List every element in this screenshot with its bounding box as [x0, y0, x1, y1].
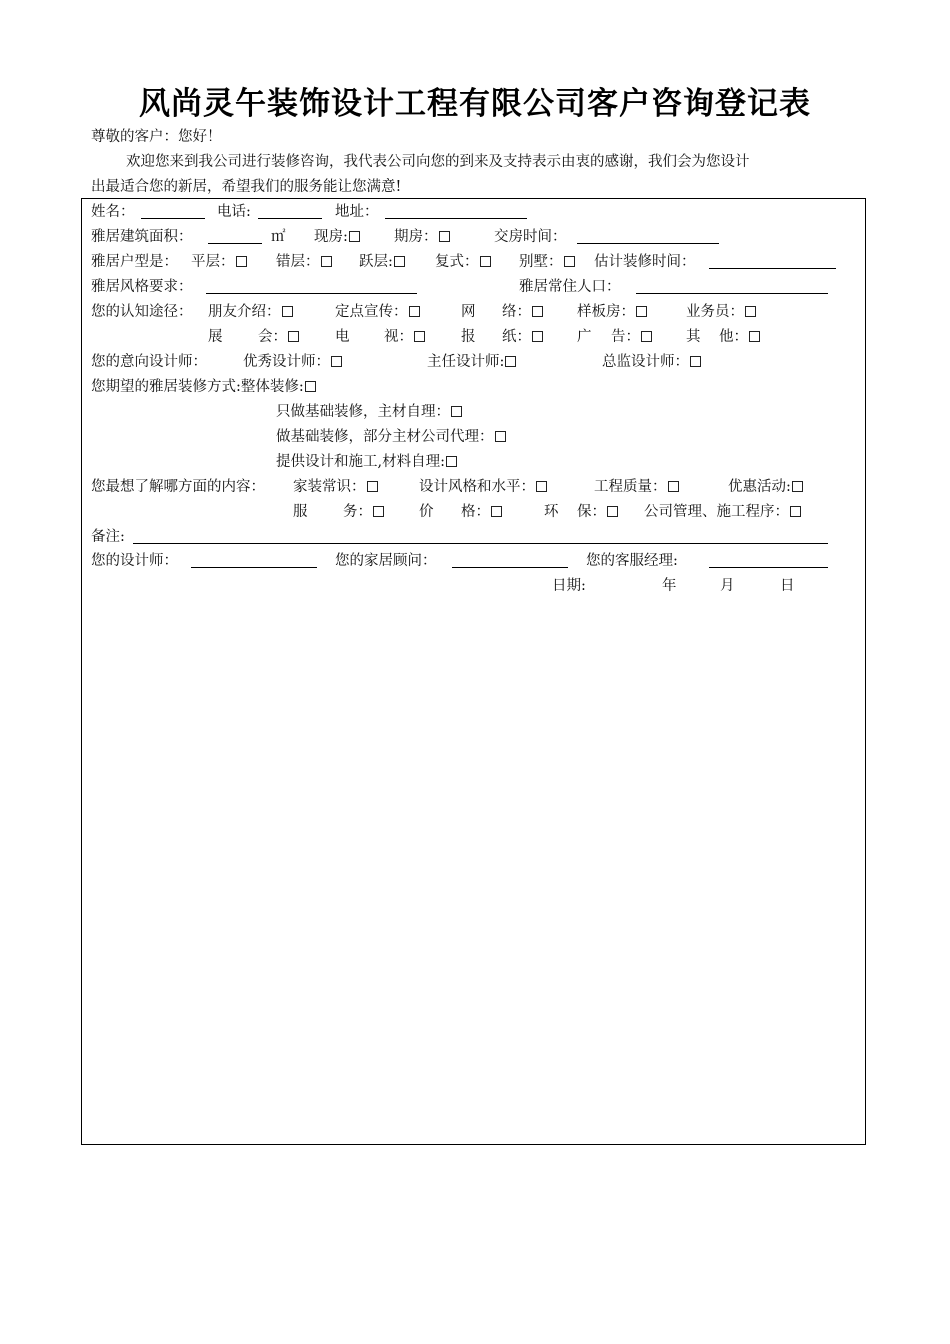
your-designer-label: 您的设计师：: [91, 553, 178, 569]
handover-label: 交房时间：: [494, 229, 567, 245]
source-tv-checkbox[interactable]: [414, 331, 425, 342]
source-paper-option[interactable]: [502, 327, 543, 347]
method-design-build-label: 提供设计和施工,材料自理:: [276, 454, 445, 470]
type-jump-option[interactable]: [359, 252, 405, 272]
renovation-time-label: 估计装修时间：: [594, 254, 696, 270]
interest-eco-option[interactable]: [577, 502, 618, 522]
method-basic-self-checkbox[interactable]: [451, 406, 462, 417]
type-label: 雅居户型是：: [91, 254, 178, 270]
interest-promo-option[interactable]: [728, 477, 803, 497]
type-duplex-checkbox[interactable]: [480, 256, 491, 267]
method-basic-partial-checkbox[interactable]: [495, 431, 506, 442]
source-paper-label: 纸：: [502, 329, 531, 345]
type-jump-checkbox[interactable]: [394, 256, 405, 267]
interest-eco-char-a: 环: [544, 504, 559, 520]
interest-mgmt-label: 公司管理、施工程序：: [644, 504, 789, 520]
handover-field[interactable]: [577, 243, 719, 244]
name-label: 姓名：: [91, 204, 135, 220]
designer-excellent-option[interactable]: [243, 352, 342, 372]
source-friend-checkbox[interactable]: [282, 306, 293, 317]
source-friend-option[interactable]: [208, 302, 293, 322]
renovation-time-field[interactable]: [709, 268, 836, 269]
style-field[interactable]: [206, 293, 417, 294]
designer-director-checkbox[interactable]: [690, 356, 701, 367]
interest-knowledge-label: 家装常识：: [293, 479, 366, 495]
future-house-checkbox[interactable]: [439, 231, 450, 242]
interest-eco-label: 保：: [577, 504, 606, 520]
source-adv-char-a: 广: [577, 329, 592, 345]
source-tv-option[interactable]: [384, 327, 425, 347]
interest-eco-checkbox[interactable]: [607, 506, 618, 517]
date-day: 日: [780, 578, 795, 594]
interest-quality-option[interactable]: [594, 477, 679, 497]
source-ad-point-label: 定点宣传：: [335, 304, 408, 320]
source-sales-option[interactable]: [686, 302, 756, 322]
interest-knowledge-option[interactable]: [293, 477, 378, 497]
future-house-option[interactable]: [394, 227, 450, 247]
source-expo-option[interactable]: [258, 327, 299, 347]
interest-quality-label: 工程质量：: [594, 479, 667, 495]
designer-chief-label: 主任设计师:: [427, 354, 505, 370]
intro-line-2: 出最适合您的新居，希望我们的服务能让您满意!: [91, 179, 402, 195]
future-house-label: 期房：: [394, 229, 438, 245]
current-house-option[interactable]: [314, 227, 360, 247]
source-model-option[interactable]: [577, 302, 647, 322]
interest-label: 您最想了解哪方面的内容：: [91, 479, 265, 495]
source-paper-char-a: 报: [461, 329, 476, 345]
designer-excellent-checkbox[interactable]: [331, 356, 342, 367]
method-full-label: 整体装修:: [240, 379, 304, 395]
home-advisor-field[interactable]: [452, 567, 568, 568]
type-flat-label: 平层：: [191, 254, 235, 270]
source-ad-point-checkbox[interactable]: [409, 306, 420, 317]
source-sales-checkbox[interactable]: [745, 306, 756, 317]
source-web-label: 络：: [502, 304, 531, 320]
interest-price-label: 格：: [461, 504, 490, 520]
interest-price-option[interactable]: [461, 502, 502, 522]
source-sales-label: 业务员：: [686, 304, 744, 320]
method-basic-partial-label: 做基础装修，部分主材公司代理：: [276, 429, 494, 445]
source-paper-checkbox[interactable]: [532, 331, 543, 342]
area-label: 雅居建筑面积：: [91, 229, 193, 245]
interest-mgmt-option[interactable]: [644, 502, 801, 522]
designer-pref-label: 您的意向设计师：: [91, 354, 207, 370]
source-ad-point-option[interactable]: [335, 302, 420, 322]
type-split-option[interactable]: [276, 252, 332, 272]
name-field[interactable]: [141, 218, 205, 219]
interest-price-char-a: 价: [419, 504, 434, 520]
interest-service-option[interactable]: [343, 502, 384, 522]
designer-director-label: 总监设计师：: [602, 354, 689, 370]
designer-chief-option[interactable]: [427, 352, 516, 372]
designer-director-option[interactable]: [602, 352, 701, 372]
source-web-char-a: 网: [461, 304, 476, 320]
source-other-option[interactable]: [719, 327, 760, 347]
interest-promo-checkbox[interactable]: [792, 481, 803, 492]
home-advisor-label: 您的家居顾问：: [335, 553, 437, 569]
source-other-char-a: 其: [686, 329, 701, 345]
notes-field[interactable]: [133, 543, 828, 544]
interest-style-option[interactable]: [419, 477, 547, 497]
interest-service-label: 务：: [343, 504, 372, 520]
source-expo-label: 会：: [258, 329, 287, 345]
method-basic-self-label: 只做基础装修，主材自理：: [276, 404, 450, 420]
method-row: [91, 377, 316, 397]
type-jump-label: 跃层:: [359, 254, 393, 270]
date-month: 月: [720, 578, 735, 594]
source-friend-label: 朋友介绍：: [208, 304, 281, 320]
source-expo-checkbox[interactable]: [288, 331, 299, 342]
date-year: 年: [662, 578, 677, 594]
type-duplex-option[interactable]: [435, 252, 491, 272]
source-tv-char-a: 电: [335, 329, 350, 345]
intro-line-1: 欢迎您来到我公司进行装修咨询，我代表公司向您的到来及支持表示由衷的感谢，我们会为您设计: [126, 154, 750, 170]
your-designer-field[interactable]: [191, 567, 317, 568]
interest-service-char-a: 服: [293, 504, 308, 520]
interest-service-checkbox[interactable]: [373, 506, 384, 517]
type-split-label: 错层：: [276, 254, 320, 270]
type-flat-option[interactable]: [191, 252, 247, 272]
type-villa-checkbox[interactable]: [564, 256, 575, 267]
notes-label: 备注:: [91, 529, 125, 545]
service-manager-field[interactable]: [709, 567, 828, 568]
area-unit: ㎡: [271, 229, 286, 245]
source-model-checkbox[interactable]: [636, 306, 647, 317]
source-expo-char-a: 展: [208, 329, 223, 345]
residents-label: 雅居常住人口：: [519, 279, 621, 295]
interest-quality-checkbox[interactable]: [668, 481, 679, 492]
interest-knowledge-checkbox[interactable]: [367, 481, 378, 492]
source-other-checkbox[interactable]: [749, 331, 760, 342]
interest-mgmt-checkbox[interactable]: [790, 506, 801, 517]
type-villa-label: 别墅：: [519, 254, 563, 270]
date-label: 日期:: [552, 578, 586, 594]
current-house-checkbox[interactable]: [349, 231, 360, 242]
interest-promo-label: 优惠活动:: [728, 479, 791, 495]
method-full-checkbox[interactable]: [305, 381, 316, 392]
type-split-checkbox[interactable]: [321, 256, 332, 267]
type-duplex-label: 复式：: [435, 254, 479, 270]
designer-excellent-label: 优秀设计师：: [243, 354, 330, 370]
service-manager-label: 您的客服经理:: [586, 553, 678, 569]
method-design-build-option[interactable]: [276, 452, 457, 472]
method-basic-self-option[interactable]: [276, 402, 462, 422]
method-design-build-checkbox[interactable]: [446, 456, 457, 467]
type-villa-option[interactable]: [519, 252, 575, 272]
interest-price-checkbox[interactable]: [491, 506, 502, 517]
form-title: 风尚灵午装饰设计工程有限公司客户咨询登记表: [139, 86, 811, 122]
area-field[interactable]: [208, 243, 262, 244]
source-adv-option[interactable]: [611, 327, 652, 347]
source-adv-checkbox[interactable]: [641, 331, 652, 342]
interest-style-label: 设计风格和水平：: [419, 479, 535, 495]
source-tv-label: 视：: [384, 329, 413, 345]
method-label: 您期望的雅居装修方式:: [91, 379, 241, 395]
phone-label: 电话:: [217, 204, 251, 220]
designer-chief-checkbox[interactable]: [505, 356, 516, 367]
source-web-checkbox[interactable]: [532, 306, 543, 317]
phone-field[interactable]: [258, 218, 322, 219]
greeting: 尊敬的客户：您好！: [91, 129, 222, 145]
current-house-label: 现房:: [314, 229, 348, 245]
source-label: 您的认知途径：: [91, 304, 193, 320]
interest-style-checkbox[interactable]: [536, 481, 547, 492]
type-flat-checkbox[interactable]: [236, 256, 247, 267]
source-model-label: 样板房：: [577, 304, 635, 320]
style-label: 雅居风格要求：: [91, 279, 193, 295]
source-other-label: 他：: [719, 329, 748, 345]
residents-field[interactable]: [636, 293, 828, 294]
address-label: 地址：: [335, 204, 379, 220]
address-field[interactable]: [385, 218, 527, 219]
source-web-option[interactable]: [502, 302, 543, 322]
source-adv-label: 告：: [611, 329, 640, 345]
method-basic-partial-option[interactable]: [276, 427, 506, 447]
